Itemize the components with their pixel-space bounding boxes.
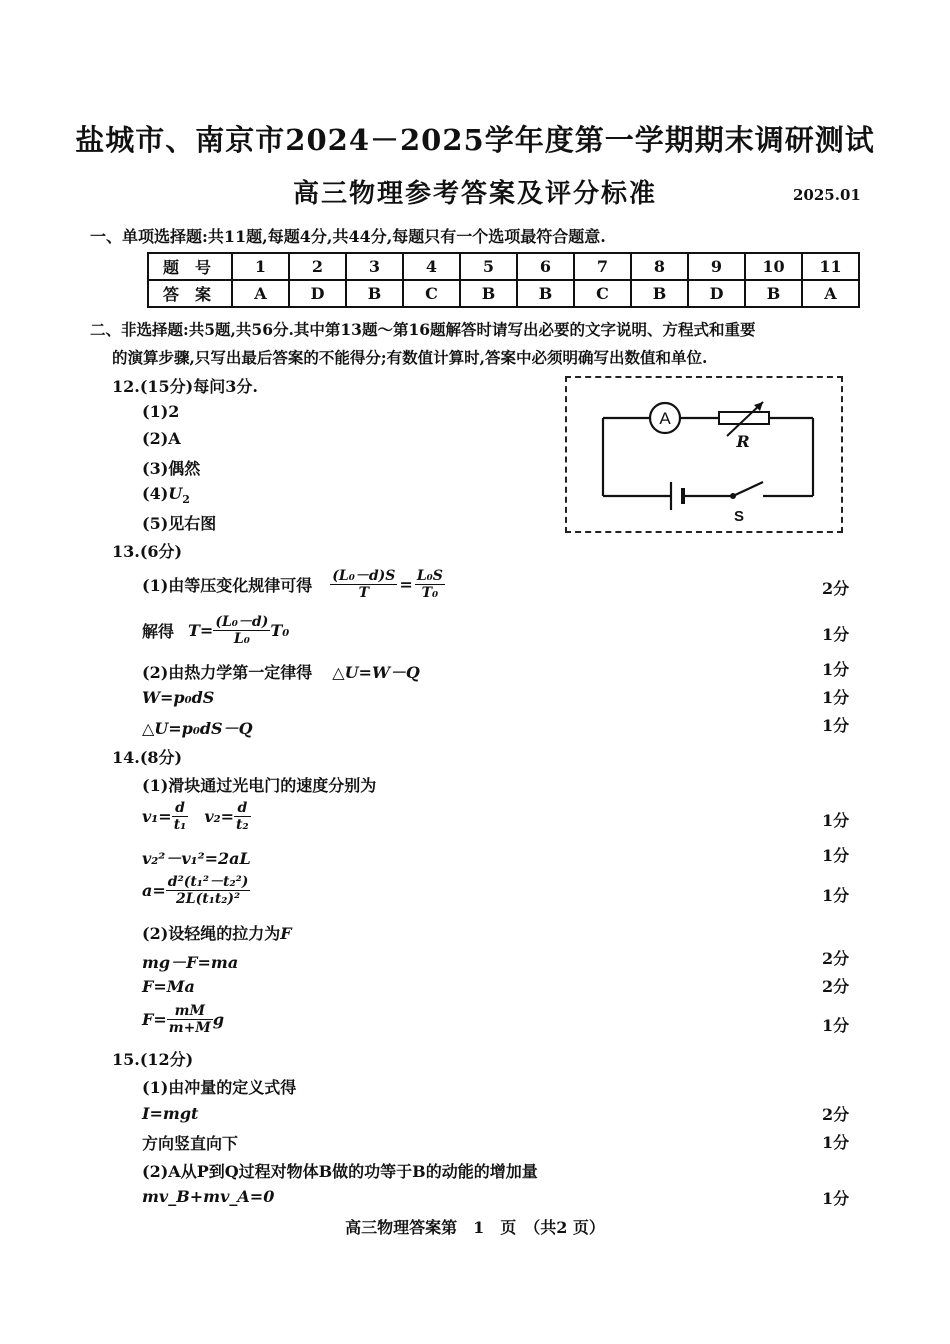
q14-line-6: mg－F=ma — [142, 953, 239, 972]
answer-cell: A — [232, 280, 289, 307]
q13-score-3: 1分 — [822, 660, 850, 679]
q13-score-2: 1分 — [822, 625, 850, 644]
switch-label: S — [733, 508, 745, 525]
document-subtitle: 高三物理参考答案及评分标准 — [292, 179, 657, 209]
q15-line-3: 方向竖直向下 — [142, 1134, 239, 1153]
q14-title: 14.(8分) — [112, 748, 183, 767]
question-number: 4 — [403, 253, 460, 280]
rheostat-symbol — [719, 402, 769, 451]
circuit-diagram-frame — [565, 376, 843, 533]
q14-line-8: F= $\frac{mM}{m+M}$ g — [142, 1003, 224, 1037]
document-date: 2025.01 — [793, 186, 861, 204]
answer-cell: B — [460, 280, 517, 307]
q12-answer-3: (3)偶然 — [142, 459, 201, 478]
page-footer: 高三物理答案第 1 页 （共2 页） — [345, 1218, 605, 1237]
fraction-lhs: $\frac{\text{(L₀－d)S}}{T}$ — [332, 568, 396, 602]
question-number: 2 — [289, 253, 346, 280]
q15-score-5: 1分 — [822, 1189, 850, 1208]
q13-line-1: (1)由等压变化规律可得 $\frac{\text{(L₀－d)S}}{T}$ = $\frac{\text{L₀S}}{\text{T₀}}$ — [142, 568, 443, 602]
question-number: 11 — [802, 253, 859, 280]
rheostat-label: R — [736, 432, 750, 451]
ammeter-symbol — [650, 403, 680, 433]
q14-line-3: v₂²－v₁²=2aL — [142, 849, 251, 868]
section2-heading-line2: 的演算步骤,只写出最后答案的不能得分;有数值计算时,答案中必须明确写出数值和单位. — [112, 348, 708, 367]
q15-line-5: mv_B+mv_A=0 — [142, 1187, 275, 1206]
answer-cell: D — [688, 280, 745, 307]
fraction-acceleration: $\frac{\text{d²(t₁²－t₂²)}}{\text{2L(t₁t₂)²}}$ — [167, 874, 249, 908]
question-number: 9 — [688, 253, 745, 280]
answer-cell: A — [802, 280, 859, 307]
circuit-diagram — [567, 378, 841, 531]
answer-cell: C — [574, 280, 631, 307]
switch-symbol — [730, 482, 763, 525]
q14-line-1: (1)滑块通过光电门的速度分别为 — [142, 776, 377, 795]
q15-line-1: (1)由冲量的定义式得 — [142, 1078, 297, 1097]
battery-symbol — [671, 482, 683, 510]
q13-score-1: 2分 — [822, 579, 850, 598]
q13-line-5: △U=p₀dS－Q — [142, 719, 253, 738]
question-number: 1 — [232, 253, 289, 280]
answer-cell: B — [517, 280, 574, 307]
q14-line-5: (2)设轻绳的拉力为F — [142, 924, 292, 943]
fraction-solution: $\frac{\text{(L₀－d)}}{\text{L₀}}$ — [215, 614, 269, 648]
q14-score-7: 2分 — [822, 977, 850, 996]
question-number: 8 — [631, 253, 688, 280]
row-label-answer: 答案 — [148, 280, 232, 307]
q14-score-4: 1分 — [822, 886, 850, 905]
table-row-numbers — [148, 253, 859, 280]
q12-title: 12.(15分)每问3分. — [112, 377, 258, 396]
answer-cell: D — [289, 280, 346, 307]
q14-line-4: a= $\frac{\text{d²(t₁²－t₂²)}}{\text{2L(t₁t₂)²}}$ — [142, 874, 249, 908]
answer-cell: B — [346, 280, 403, 307]
answer-cell: C — [403, 280, 460, 307]
q15-score-3: 1分 — [822, 1133, 850, 1152]
section1-heading: 一、单项选择题:共11题,每题4分,共44分,每题只有一个选项最符合题意. — [90, 227, 606, 246]
fraction-rhs: $\frac{\text{L₀S}}{\text{T₀}}$ — [416, 568, 443, 602]
table-row-answers — [148, 280, 859, 307]
question-number: 5 — [460, 253, 517, 280]
q15-score-2: 2分 — [822, 1105, 850, 1124]
q13-line-3: (2)由热力学第一定律得 △U=W－Q — [142, 663, 420, 682]
q15-line-4: (2)A从P到Q过程对物体B做的功等于B的动能的增加量 — [142, 1162, 538, 1181]
question-number: 6 — [517, 253, 574, 280]
q15-line-2: I=mgt — [142, 1104, 199, 1123]
q14-line-7: F=Ma — [142, 977, 195, 996]
q13-score-5: 1分 — [822, 716, 850, 735]
fraction-v2: $\frac{d}{\text{t₂}}$ — [236, 800, 249, 834]
q14-line-2: v₁= $\frac{d}{\text{t₁}}$ v₂= $\frac{d}{\text{t₂}}$ — [142, 800, 249, 834]
q14-score-3: 1分 — [822, 846, 850, 865]
document-title: 盐城市、南京市2024－2025学年度第一学期期末调研测试 — [75, 123, 875, 157]
row-label-number: 题号 — [148, 253, 232, 280]
question-number: 10 — [745, 253, 802, 280]
answer-cell: B — [631, 280, 688, 307]
q13-score-4: 1分 — [822, 688, 850, 707]
q12-answer-4: $(4)U_2$ — [142, 484, 190, 507]
q12-answer-1: (1)2 — [142, 402, 180, 421]
answer-table — [147, 252, 860, 308]
q12-answer-2: (2)A — [142, 429, 181, 448]
q13-line-4: W=p₀dS — [142, 688, 215, 707]
q14-score-2: 1分 — [822, 811, 850, 830]
q14-score-8: 1分 — [822, 1016, 850, 1035]
answer-cell: B — [745, 280, 802, 307]
fraction-v1: $\frac{d}{\text{t₁}}$ — [173, 800, 187, 834]
q13-title: 13.(6分) — [112, 542, 183, 561]
q12-answer-5: (5)见右图 — [142, 514, 217, 533]
ammeter-label: A — [659, 409, 671, 428]
q13-line-1-text: (1)由等压变化规律可得 — [142, 576, 313, 596]
question-number: 7 — [574, 253, 631, 280]
question-number: 3 — [346, 253, 403, 280]
q14-score-6: 2分 — [822, 949, 850, 968]
section2-heading-line1: 二、非选择题:共5题,共56分.其中第13题～第16题解答时请写出必要的文字说明、方程式和重要 — [90, 320, 756, 339]
fraction-tension: $\frac{mM}{m+M}$ — [168, 1003, 211, 1037]
q15-title: 15.(12分) — [112, 1050, 194, 1069]
q13-line-2: 解得 T= $\frac{\text{(L₀－d)}}{\text{L₀}}$ T₀ — [142, 614, 290, 648]
